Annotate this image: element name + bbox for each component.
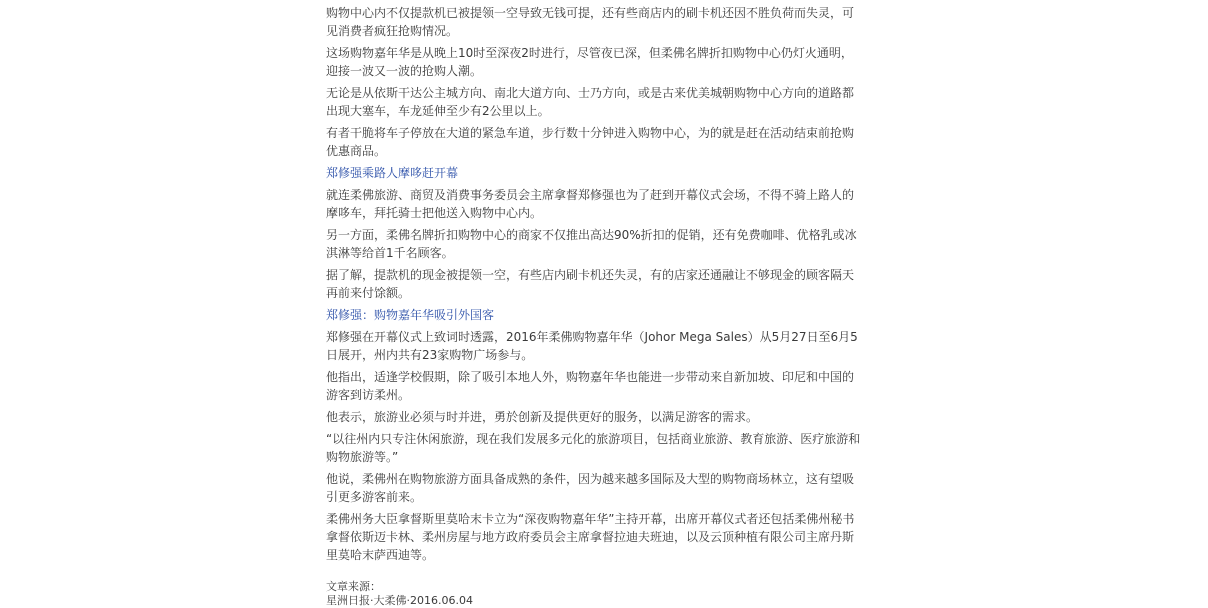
article-body xyxy=(326,4,862,608)
article-paragraph: 就连柔佛旅游、商贸及消费事务委员会主席拿督郑修强也为了赶到开幕仪式会场，不得不骑上路人的摩哆车，拜托骑士把他送入购物中心内。 xyxy=(326,188,855,220)
section-heading: 郑修强：购物嘉年华吸引外国客 xyxy=(326,308,495,322)
article-paragraph: 据了解，提款机的现金被提领一空，有些店内刷卡机还失灵，有的店家还通融让不够现金的顾客隔天再前来付馀额。 xyxy=(326,268,855,300)
article-paragraph: 郑修强在开幕仪式上致词时透露，2016年柔佛购物嘉年华（Johor Mega Sales）从5月27日至6月5日展开，州内共有23家购物广场参与。 xyxy=(326,330,858,362)
article-paragraph: 这场购物嘉年华是从晚上10时至深夜2时进行，尽管夜已深，但柔佛名牌折扣购物中心仍灯火通明，迎接一波又一波的抢购人潮。 xyxy=(326,46,853,78)
article-source xyxy=(326,580,862,608)
article-paragraph: 无论是从依斯干达公主城方向、南北大道方向、士乃方向，或是古来优美城朝购物中心方向的道路都出现大塞车，车龙延伸至少有2公里以上。 xyxy=(326,86,855,118)
section-heading: 郑修强乘路人摩哆赶开幕 xyxy=(326,166,459,180)
article-paragraph: 他说，柔佛州在购物旅游方面具备成熟的条件，因为越来越多国际及大型的购物商场林立，这有望吸引更多游客前来。 xyxy=(326,472,855,504)
source-value: 星洲日报·大柔佛·2016.06.04 xyxy=(326,594,473,607)
article-paragraph: 购物中心内不仅提款机已被提领一空导致无钱可提，还有些商店内的刷卡机还因不胜负荷而失灵，可见消费者疯狂抢购情况。 xyxy=(326,6,855,38)
article-paragraph: 他指出，适逢学校假期，除了吸引本地人外，购物嘉年华也能进一步带动来自新加坡、印尼和中国的游客到访柔州。 xyxy=(326,370,855,402)
source-label: 文章来源： xyxy=(326,580,381,593)
article-paragraph: 有者干脆将车子停放在大道的紧急车道，步行数十分钟进入购物中心，为的就是赶在活动结束前抢购优惠商品。 xyxy=(326,126,855,158)
article-paragraph: 另一方面，柔佛名牌折扣购物中心的商家不仅推出高达90%折扣的促销，还有免费咖啡、优格乳或冰淇淋等给首1千名顾客。 xyxy=(326,228,857,260)
article-paragraph: 柔佛州务大臣拿督斯里莫哈末卡立为“深夜购物嘉年华”主持开幕，出席开幕仪式者还包括柔佛州秘书拿督依斯迈卡林、柔州房屋与地方政府委员会主席拿督拉迪夫班迪，以及云顶种植有限公司主席丹斯里莫哈末萨西迪等。 xyxy=(326,512,855,562)
article-paragraph: 他表示，旅游业必须与时并进，勇於创新及提供更好的服务，以满足游客的需求。 xyxy=(326,410,759,424)
article-paragraph: “以往州内只专注休闲旅游，现在我们发展多元化的旅游项目，包括商业旅游、教育旅游、医疗旅游和购物旅游等。” xyxy=(326,432,861,464)
